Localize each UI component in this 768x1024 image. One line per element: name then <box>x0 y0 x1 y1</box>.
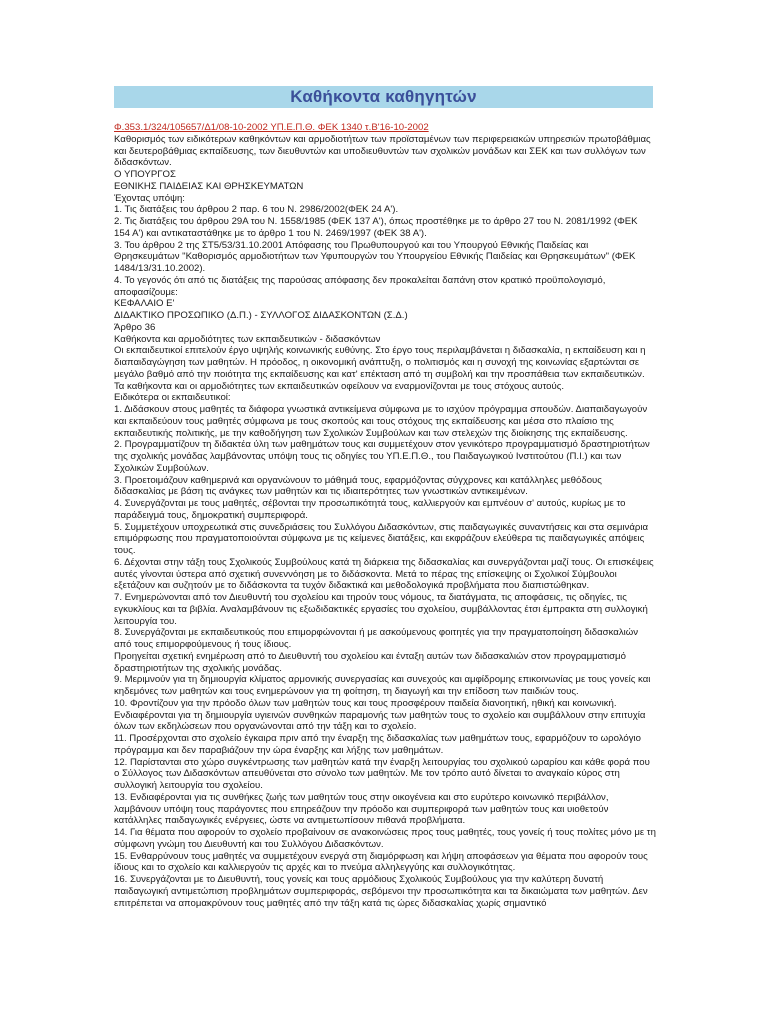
paragraph: 1. Διδάσκουν στους μαθητές τα διάφορα γνωστικά αντικείμενα σύμφωνα με το ισχύον πρόγραμμα σπουδών. Διαπαιδαγωγούν και εκπαιδεύουν τους μαθητές σύμφωνα με τους σκοπούς και τους στόχους της εκπαίδευσης και μέσα στο πλαίσιο της εκπαιδευτικής πολιτικής, με την καθοδήγηση των Σχολικών Συμβούλων και των στελεχών της διοίκησης της εκπαίδευσης. <box>114 404 648 439</box>
paragraph: 3. Του άρθρου 2 της ΣΤ5/53/31.10.2001 Απόφασης του Πρωθυπουργού και του Υπουργού Εθνικής Παιδείας και Θρησκευμάτων "Καθορισμός αρμοδιοτήτων των Υφυπουργών του Υπουργείου Εθνικής Παιδείας και Θρησκευμάτων" (ΦΕΚ 1484/13/31.10.2002). <box>114 239 636 274</box>
page-title: Καθήκοντα καθηγητών <box>290 87 477 106</box>
paragraph: Καθορισμός των ειδικότερων καθηκόντων και αρμοδιοτήτων των προϊσταμένων των περιφερειακών υπηρεσιών πρωτοβάθμιας και δευτεροβάθμιας εκπαίδευσης, των διευθυντών και υποδιευθυντών των σχολικών μονάδων και ΣΕΚ και των συλλόγων των διδασκόντων. <box>114 133 651 169</box>
paragraph: 8. Συνεργάζονται με εκπαιδευτικούς που επιμορφώνονται ή με ασκούμενους φοιτητές για την πραγματοποίηση διδασκαλιών από τους επιμορφούμενους ή τους ίδιους. <box>114 627 639 650</box>
paragraph: 14. Για θέματα που αφορούν το σχολείο προβαίνουν σε ανακοινώσεις προς τους μαθητές, τους γονείς ή τους πολίτες μόνο με τη σύμφωνη γνώμη του Διευθυντή και του Συλλόγου Διδασκόντων. <box>114 827 656 850</box>
paragraph: Ο ΥΠΟΥΡΓΟΣ <box>114 169 176 180</box>
header-link-line <box>114 122 656 134</box>
paragraph: Καθήκοντα και αρμοδιότητες των εκπαιδευτικών - διδασκόντων <box>114 333 381 345</box>
paragraph: 5. Συμμετέχουν υποχρεωτικά στις συνεδριάσεις του Συλλόγου Διδασκόντων, στις παιδαγωγικές συναντήσεις και στα σεμινάρια επιμόρφωσης που πραγματοποιούνται σύμφωνα με τις κείμενες διατάξεις, και εκφράζουν ελεύθερα τις παιδαγωγικές απόψεις τους. <box>114 521 649 556</box>
paragraph: 13. Ενδιαφέρονται για τις συνθήκες ζωής των μαθητών τους στην οικογένεια και στο ευρύτερο κοινωνικό περιβάλλον, λαμβάνουν υπόψη τους παράγοντες που επηρεάζουν την πρόοδο και συμπεριφορά των μαθητών τους και υιοθετούν κατάλληλες παιδαγωγικές ενέργειες, ώστε να αντιμετωπίσουν πιθανά προβλήματα. <box>114 791 609 827</box>
paragraph: ΚΕΦΑΛΑΙΟ Ε' <box>114 298 175 310</box>
document-body <box>114 122 656 924</box>
paragraph: 12. Παρίστανται στο χώρο συγκέντρωσης των μαθητών κατά την έναρξη λειτουργίας του σχολικού ωραρίου και κάθε φορά που ο Σύλλογος των Διδασκόντων απευθύνεται στο σύνολο των μαθητών. Με τον τρόπο αυτό δίνεται το αναγκαίο κύρος στη συλλογική λειτουργία του σχολείου. <box>114 756 650 791</box>
paragraph: 2. Τις διατάξεις του άρθρου 29Α του Ν. 1558/1985 (ΦΕΚ 137 Α'), όπως προστέθηκε με το άρθρο 27 του Ν. 2081/1992 (ΦΕΚ 154 Α') και αντικαταστάθηκε με το άρθρο 1 του Ν. 2469/1997 (ΦΕΚ 38 Α'). <box>114 216 638 239</box>
paragraph: Οι εκπαιδευτικοί επιτελούν έργο υψηλής κοινωνικής ευθύνης. Στο έργο τους περιλαμβάνεται η διδασκαλία, η εκπαίδευση και η διαπαιδαγώγηση των μαθητών. Η πρόοδος, η οικονομική ανάπτυξη, ο πολιτισμός και η συνοχή της κοινωνίας εξαρτώνται σε μεγάλο βαθμό από την ποιότητα της εκπαίδευσης και κατ' επέκταση από τη συμβολή και την προσπάθεια των εκπαιδευτικών. Τα καθήκοντα και οι αρμοδιότητες των εκπαιδευτικών οφείλουν να εναρμονίζονται με τους στόχους αυτούς. <box>114 345 646 392</box>
paragraph: ΕΘΝΙΚΗΣ ΠΑΙΔΕΙΑΣ ΚΑΙ ΘΡΗΣΚΕΥΜΑΤΩΝ <box>114 180 304 192</box>
paragraph: 11. Προσέρχονται στο σχολείο έγκαιρα πριν από την έναρξη της διδασκαλίας των μαθημάτων τους, εφαρμόζουν το ωρολόγιο πρόγραμμα και δεν παραβιάζουν την ώρα έναρξης και λήξης των μαθημάτων. <box>114 733 642 756</box>
paragraph: Ειδικότερα οι εκπαιδευτικοί: <box>114 392 231 404</box>
paragraph: Προηγείται σχετική ενημέρωση από το Διευθυντή του σχολείου και ένταξη αυτών των διδασκαλιών στον προγραμματισμό δραστηριοτήτων της σχολικής μονάδας. <box>114 650 626 674</box>
decree-link[interactable]: Φ.353.1/324/105657/Δ1/08-10-2002 ΥΠ.Ε.Π.Θ. ΦΕΚ 1340 τ.Β'16-10-2002 <box>114 122 429 133</box>
paragraph: 4. Συνεργάζονται με τους μαθητές, σέβονται την προσωπικότητά τους, καλλιεργούν και εμπνέουν σ' αυτούς, κυρίως με το παράδειγμά τους, δημοκρατική συμπεριφορά. <box>114 498 626 521</box>
paragraph: 4. Το γεγονός ότι από τις διατάξεις της παρούσας απόφασης δεν προκαλείται δαπάνη στον κρατικό προϋπολογισμό, αποφασίζουμε: <box>114 274 606 298</box>
paragraph: 1. Τις διατάξεις του άρθρου 2 παρ. 6 του Ν. 2986/2002(ΦΕΚ 24 Α'). <box>114 204 399 216</box>
paragraph: ΔΙΔΑΚΤΙΚΟ ΠΡΟΣΩΠΙΚΟ (Δ.Π.) - ΣΥΛΛΟΓΟΣ ΔΙΔΑΣΚΟΝΤΩΝ (Σ.Δ.) <box>114 310 408 321</box>
paragraph: 3. Προετοιμάζουν καθημερινά και οργανώνουν το μάθημά τους, εφαρμόζοντας σύγχρονες και κατάλληλες μεθόδους διδασκαλίας με βάση τις ανάγκες των μαθητών και τις ιδιαιτερότητες των γνωστικών αντικειμένων. <box>114 474 602 498</box>
paragraph: 7. Ενημερώνονται από τον Διευθυντή του σχολείου και τηρούν τους νόμους, τα διατάγματα, τις αποφάσεις, τις οδηγίες, τις εγκυκλίους και τα βιβλία. Αναλαμβάνουν τις εξωδιδακτικές εργασίες του σχολείου, συμβάλλοντας έτσι έμπρακτα στη συλλογική λειτουργία του. <box>114 592 648 627</box>
paragraph: 16. Συνεργάζονται με το Διευθυντή, τους γονείς και τους αρμόδιους Σχολικούς Συμβούλους για την καλύτερη δυνατή παιδαγωγική αντιμετώπιση προβλημάτων συμπεριφοράς, σεβόμενοι την προσωπικότητα και τα δικαιώματα των μαθητών. Δεν επιτρέπεται να απομακρύνουν τους μαθητές από την τάξη κατά τις ώρες διδασκαλίας χωρίς σημαντικό <box>114 874 648 909</box>
paragraph: Έχοντας υπόψη: <box>114 192 185 204</box>
paragraph: 6. Δέχονται στην τάξη τους Σχολικούς Συμβούλους κατά τη διάρκεια της διδασκαλίας και συνεργάζονται μαζί τους. Οι επισκέψεις αυτές γίνονται ύστερα από σχετική συνεννόηση με το διδάσκοντα. Μετά το πέρας της επίσκεψης οι Σχολικοί Σύμβουλοι εξετάζουν και συζητούν με το διδάσκοντα τα τυχόν διδακτικά και μεθοδολογικά προβλήματα που διαπιστώθηκαν. <box>114 556 654 592</box>
paragraph: 2. Προγραμματίζουν τη διδακτέα ύλη των μαθημάτων τους και συμμετέχουν στον γενικότερο προγραμματισμό δραστηριοτήτων της σχολικής μονάδας λαμβάνοντας υπόψη τους τις οδηγίες του ΥΠ.Ε.Π.Θ., του Παιδαγωγικού Ινστιτούτου (Π.Ι.) και των Σχολικών Συμβούλων. <box>114 439 650 474</box>
title-bar <box>114 86 653 108</box>
paragraph: Άρθρο 36 <box>114 321 156 333</box>
paragraph: 10. Φροντίζουν για την πρόοδο όλων των μαθητών τους και τους προσφέρουν παιδεία διανοητική, ηθική και κοινωνική. Ενδιαφέρονται για τη δημιουργία υγιεινών συνθηκών παραμονής των μαθητών τους το σχολείο και συμβάλλουν στην επιτυχία όλων των εκδηλώσεων που οργανώνονται από την τάξη και το σχολείο. <box>114 697 646 733</box>
paragraph: 9. Μεριμνούν για τη δημιουργία κλίματος αρμονικής συνεργασίας και συνεχούς και αμφίδρομης επικοινωνίας με τους γονείς και κηδεμόνες των μαθητών και τους ενημερώνουν για τη φοίτηση, τη διαγωγή και την επίδοση των παιδιών τους. <box>114 674 651 697</box>
paragraph: 15. Ενθαρρύνουν τους μαθητές να συμμετέχουν ενεργά στη διαμόρφωση και λήψη αποφάσεων για θέματα που αφορούν τους ίδιους και το σχολείο και καλλιεργούν τις αρχές και το πνεύμα αλληλεγγύης και συλλογικότητας. <box>114 850 648 874</box>
